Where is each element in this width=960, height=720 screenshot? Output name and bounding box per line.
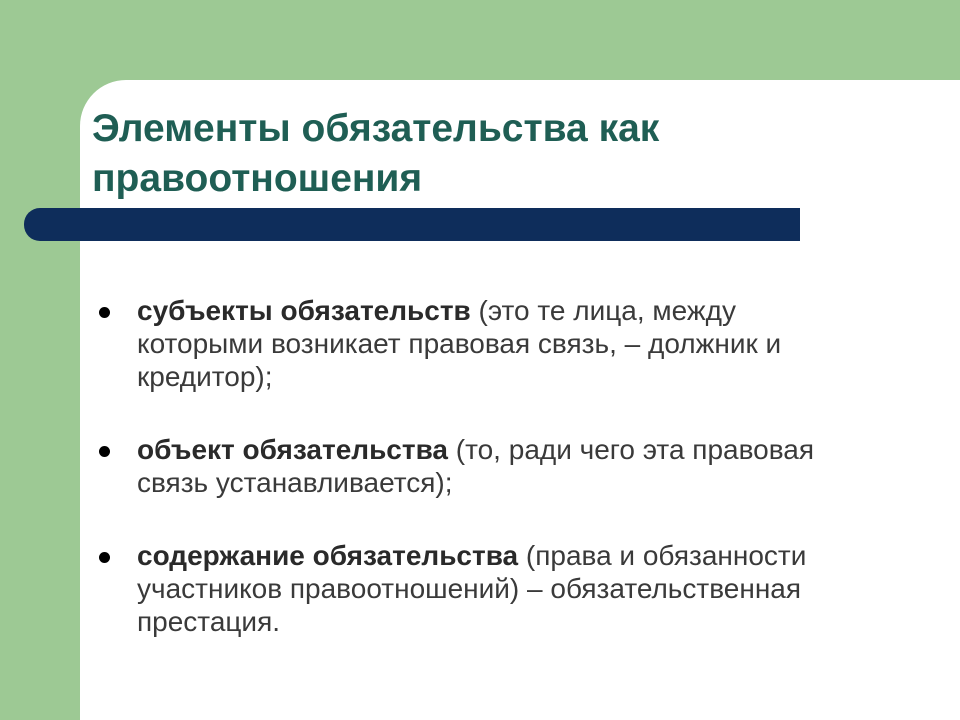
bullet-item-subjects — [96, 294, 856, 393]
bullet-dot-icon — [99, 446, 110, 457]
bullet-dot-icon — [99, 552, 110, 563]
bullet-text: (это те лица, между которыми возникает правовая связь, – должник и кредитор); — [137, 295, 782, 392]
bullet-item-content — [96, 539, 856, 638]
bullet-term: субъекты обязательств — [137, 295, 471, 326]
bullet-text: (то, ради чего эта правовая связь устанавливается); — [137, 434, 815, 498]
slide-title: Элементы обязательства как правоотношения — [92, 107, 660, 200]
bullet-term: объект обязательства — [137, 434, 448, 465]
bullet-text: (права и обязанности участников правоотношений) – обязательственная престация. — [137, 540, 807, 637]
title-underline-bar — [24, 208, 800, 241]
bullet-dot-icon — [99, 307, 110, 318]
bullet-term: содержание обязательства — [137, 540, 519, 571]
bullet-item-object — [96, 433, 856, 499]
bullet-list — [96, 294, 856, 638]
